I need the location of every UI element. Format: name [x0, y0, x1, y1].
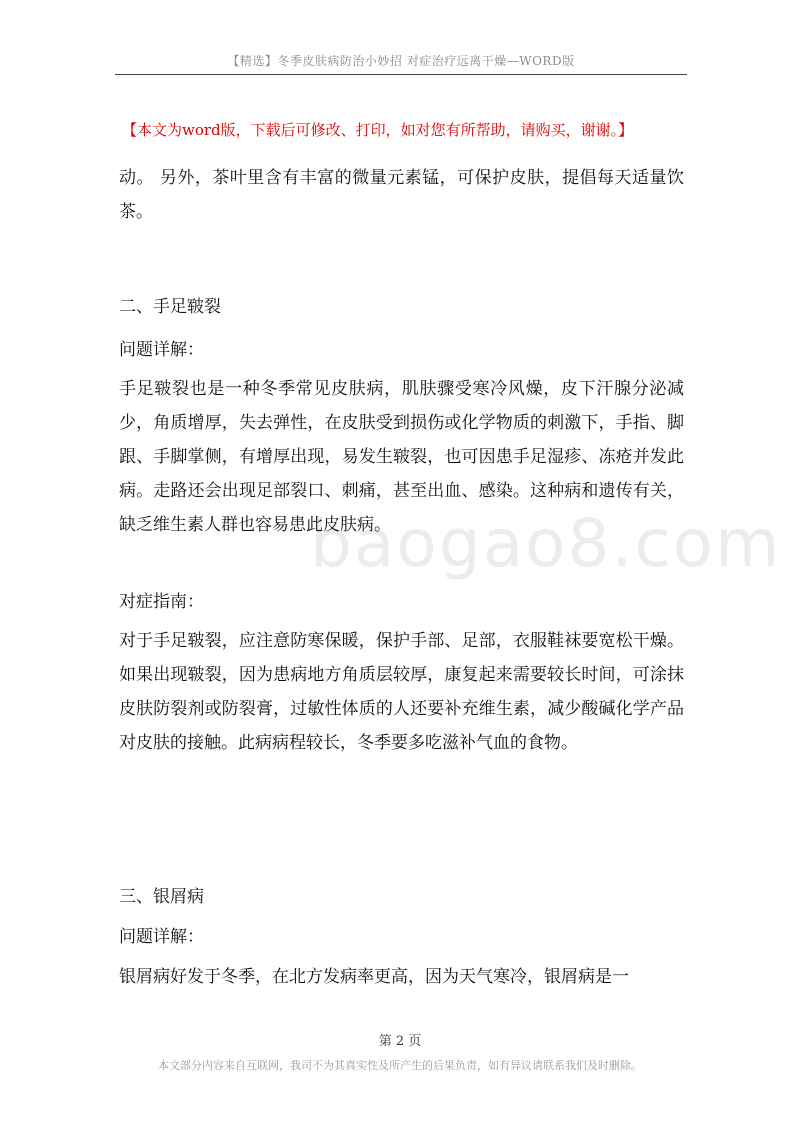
section-heading: 三、银屑病	[119, 887, 204, 907]
section-2-detail	[119, 372, 684, 542]
section-2-detail-label	[119, 333, 684, 367]
subsection-label: 对症指南：	[119, 592, 204, 612]
section-2-guide	[119, 624, 684, 760]
paragraph-text: 动。 另外，茶叶里含有丰富的微量元素锰，可保护皮肤，提倡每天适量饮茶。	[119, 168, 684, 222]
header-divider	[115, 74, 687, 75]
section-2-guide-label	[119, 585, 684, 619]
page-number: 第 2 页	[378, 1034, 422, 1049]
section-3-detail	[119, 960, 684, 994]
word-version-notice: 【本文为word版，下载后可修改、打印，如对您有所帮助，请购买，谢谢。】	[122, 121, 634, 139]
paragraph-text: 银屑病好发于冬季，在北方发病率更高，因为天气寒冷，银屑病是一	[119, 967, 629, 987]
paragraph-text: 对于手足皲裂，应注意防寒保暖，保护手部、足部，衣服鞋袜要宽松干燥。如果出现皲裂，因为患病地方角质层较厚，康复起来需要较长时间，可涂抹皮肤防裂剂或防裂膏，过敏性体质的人还要补充维生素，减少酸碱化学产品对皮肤的接触。此病病程较长，冬季要多吃滋补气血的食物。	[119, 631, 684, 753]
subsection-label: 问题详解：	[119, 340, 204, 360]
footer-disclaimer: 本文部分内容来自互联网，我司不为其真实性及所产生的后果负责，如有异议请联系我们及时删除。	[158, 1059, 642, 1072]
page-header-title: 【精选】冬季皮肤病防治小妙招 对症治疗远离干燥—WORD版	[227, 54, 575, 68]
section-heading: 二、手足皲裂	[119, 297, 221, 317]
section-3-detail-label	[119, 920, 684, 954]
paragraph-tea-tip	[119, 161, 684, 229]
watermark: baogao8.com	[310, 505, 782, 582]
section-3-heading	[119, 880, 684, 914]
section-2-heading	[119, 290, 684, 324]
paragraph-text: 手足皲裂也是一种冬季常见皮肤病，肌肤骤受寒冷风燥，皮下汗腺分泌减少，角质增厚，失去弹性，在皮肤受到损伤或化学物质的刺激下，手指、脚跟、手脚掌侧，有增厚出现，易发生皲裂，也可因患手足湿疹、冻疮并发此病。走路还会出现足部裂口、刺痛，甚至出血、感染。这种病和遗传有关，缺乏维生素人群也容易患此皮肤病。	[119, 379, 684, 535]
subsection-label: 问题详解：	[119, 927, 204, 947]
